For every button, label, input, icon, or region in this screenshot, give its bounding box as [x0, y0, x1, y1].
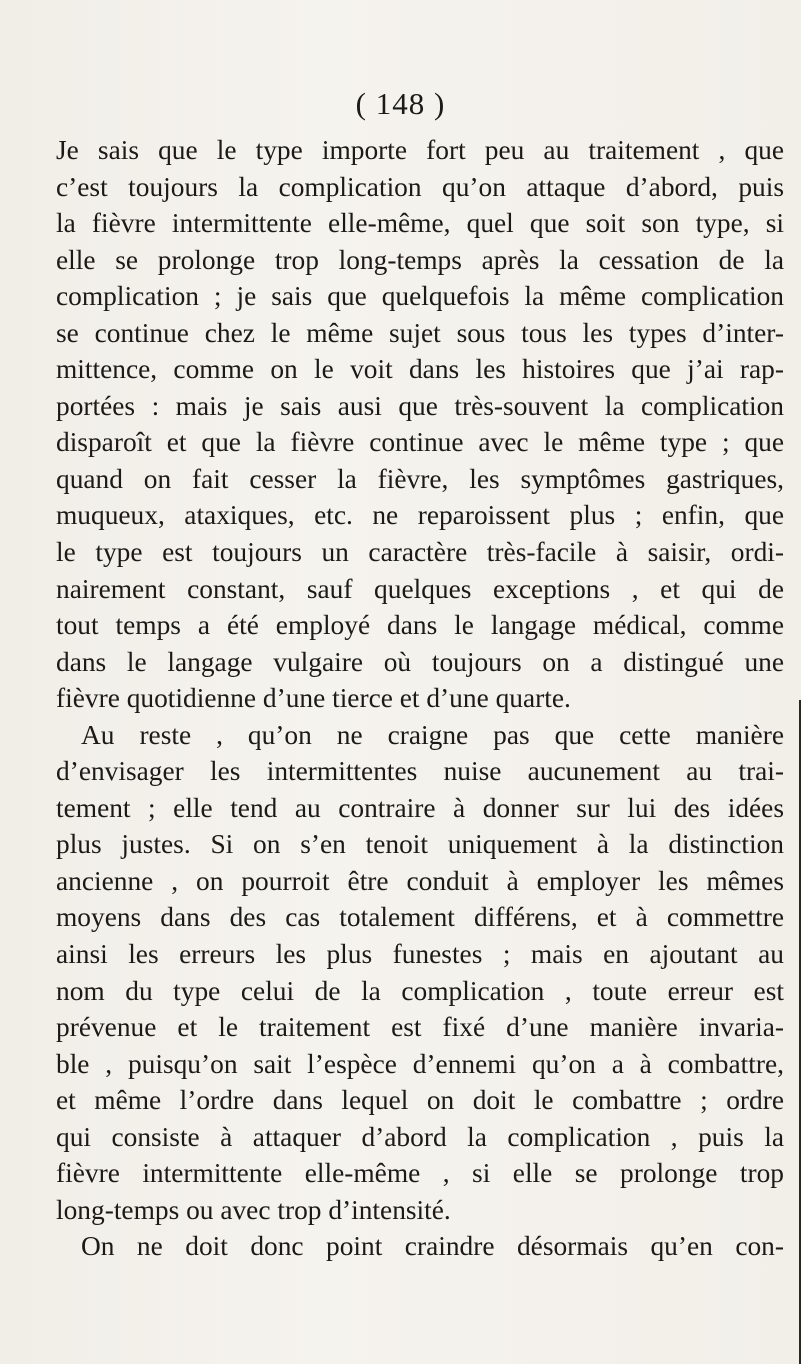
text-line: moyens dans des cas totalement différens, et à commettre — [56, 902, 784, 933]
text-line: ancienne , on pourroit être conduit à employer les mêmes — [56, 865, 784, 896]
text-line: tement ; elle tend au contraire à donner sur lui des idées — [56, 792, 784, 823]
text-line: quand on fait cesser la fièvre, les symptômes gastriques, — [56, 463, 784, 494]
text-line: et même l’ordre dans lequel on doit le combattre ; ordre — [56, 1085, 784, 1116]
text-line: fièvre quotidienne d’une tierce et d’une quarte. — [56, 683, 571, 714]
text-line: d’envisager les intermittentes nuise aucunement au trai- — [56, 756, 784, 787]
text-line: Au reste , qu’on ne craigne pas que cette manière — [81, 719, 784, 750]
text-line: se continue chez le même sujet sous tous les types d’inter- — [56, 317, 784, 348]
text-line: long-temps ou avec trop d’intensité. — [56, 1194, 451, 1225]
text-line: On ne doit donc point craindre désormais qu’en con- — [81, 1231, 784, 1262]
text-line: portées : mais je sais ausi que très-souvent la complication — [56, 390, 784, 421]
text-line: muqueux, ataxiques, etc. ne reparoissent plus ; enfin, que — [56, 500, 784, 531]
text-line: le type est toujours un caractère très-facile à saisir, ordi- — [56, 537, 784, 568]
text-line: tout temps a été employé dans le langage médical, comme — [56, 610, 784, 641]
text-line: la fièvre intermittente elle-même, quel que soit son type, si — [56, 208, 784, 239]
page-number-header: ( 148 ) — [355, 86, 446, 121]
text-line: prévenue et le traitement est fixé d’une manière invaria- — [56, 1012, 784, 1043]
text-line: fièvre intermittente elle-même , si elle se prolonge trop — [56, 1158, 784, 1189]
text-line: plus justes. Si on s’en tenoit uniquement à la distinction — [56, 829, 784, 860]
text-line: c’est toujours la complication qu’on attaque d’abord, puis — [56, 171, 784, 202]
text-line: disparoît et que la fièvre continue avec le même type ; que — [56, 427, 784, 458]
text-line: dans le langage vulgaire où toujours on a distingué une — [56, 646, 784, 677]
text-line: complication ; je sais que quelquefois la même complication — [56, 281, 784, 312]
text-line: ainsi les erreurs les plus funestes ; mais en ajoutant au — [56, 939, 784, 970]
text-line: nairement constant, sauf quelques exceptions , et qui de — [56, 573, 784, 604]
text-line: elle se prolonge trop long-temps après la cessation de la — [56, 244, 784, 275]
body-text — [56, 132, 784, 1265]
text-line: nom du type celui de la complication , toute erreur est — [56, 975, 784, 1006]
text-line: mittence, comme on le voit dans les histoires que j’ai rap- — [56, 354, 784, 385]
text-line: Je sais que le type importe fort peu au traitement , que — [56, 135, 784, 165]
text-line: qui consiste à attaquer d’abord la complication , puis la — [56, 1121, 784, 1152]
text-line: ble , puisqu’on sait l’espèce d’ennemi qu’on a à combattre, — [56, 1048, 784, 1079]
